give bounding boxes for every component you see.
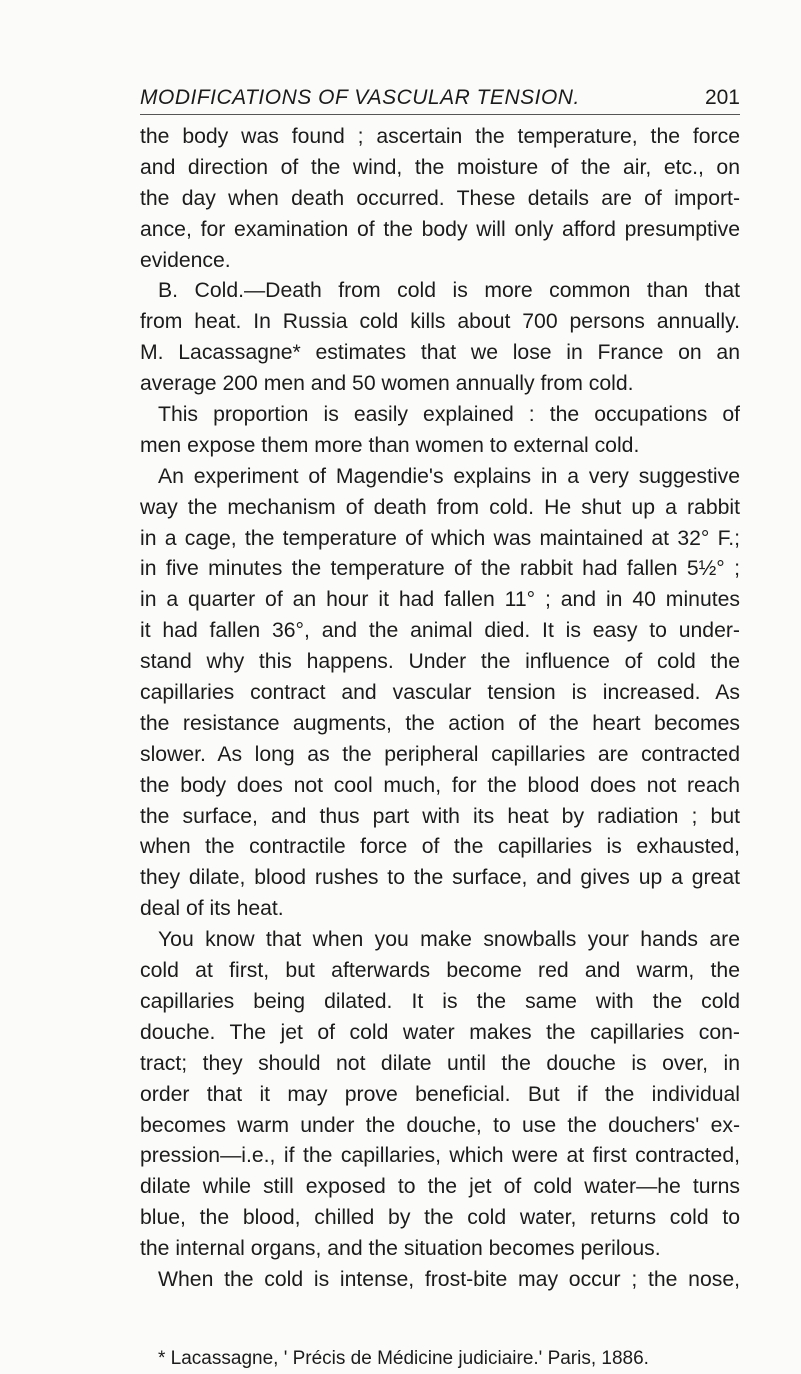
- text-line: it had fallen 36°, and the animal died. It is easy to under-: [140, 619, 740, 643]
- text-line: tract; they should not dilate until the douche is over, in: [140, 1051, 740, 1075]
- text-line: You know that when you make snowballs your hands are: [158, 928, 740, 952]
- text-line: M. Lacassagne* estimates that we lose in France on an: [140, 341, 740, 365]
- text-line: the body was found ; ascertain the temperature, the force: [140, 125, 740, 148]
- page-number: 201: [704, 86, 740, 109]
- text-line: ance, for examination of the body will only afford presumptive: [140, 217, 740, 241]
- footnote: * Lacassagne, ' Précis de Médicine judiciaire.' Paris, 1886.: [158, 1348, 649, 1369]
- text-line: in a cage, the temperature of which was maintained at 32° F.;: [140, 526, 740, 550]
- body-text: [140, 122, 740, 1296]
- text-line: the day when death occurred. These details are of import-: [140, 186, 740, 210]
- text-line: men expose them more than women to external cold.: [140, 433, 640, 457]
- text-line: evidence.: [140, 248, 231, 272]
- text-line: When the cold is intense, frost-bite may occur ; the nose,: [158, 1267, 740, 1291]
- text-line: capillaries contract and vascular tension is increased. As: [140, 681, 740, 705]
- text-line: way the mechanism of death from cold. He shut up a rabbit: [140, 495, 740, 519]
- text-line: the body does not cool much, for the blood does not reach: [140, 773, 740, 797]
- text-line: and direction of the wind, the moisture of the air, etc., on: [140, 155, 740, 179]
- text-line: in a quarter of an hour it had fallen 11° ; and in 40 minutes: [140, 588, 740, 612]
- text-line: B. Cold.—Death from cold is more common than that: [158, 279, 740, 303]
- header-rule: [140, 114, 740, 115]
- text-line: deal of its heat.: [140, 897, 284, 921]
- text-line: the surface, and thus part with its heat by radiation ; but: [140, 804, 740, 828]
- text-line: This proportion is easily explained : the occupations of: [158, 403, 740, 427]
- page-header: [140, 86, 740, 116]
- text-line: blue, the blood, chilled by the cold water, returns cold to: [140, 1206, 740, 1230]
- text-line: cold at first, but afterwards become red and warm, the: [140, 959, 740, 983]
- text-line: stand why this happens. Under the influence of cold the: [140, 650, 740, 674]
- text-line: they dilate, blood rushes to the surface, and gives up a great: [140, 866, 740, 890]
- text-line: the resistance augments, the action of the heart becomes: [140, 711, 740, 735]
- text-line: dilate while still exposed to the jet of cold water—he turns: [140, 1175, 740, 1199]
- text-line: from heat. In Russia cold kills about 700 persons annually.: [140, 310, 740, 334]
- text-line: slower. As long as the peripheral capillaries are contracted: [140, 742, 740, 766]
- text-line: average 200 men and 50 women annually from cold.: [140, 372, 634, 396]
- text-line: douche. The jet of cold water makes the capillaries con-: [140, 1020, 740, 1044]
- text-line: pression—i.e., if the capillaries, which were at first contracted,: [140, 1144, 740, 1168]
- running-head: MODIFICATIONS OF VASCULAR TENSION.: [140, 86, 580, 109]
- text-line: An experiment of Magendie's explains in a very suggestive: [158, 464, 740, 488]
- text-line: when the contractile force of the capillaries is exhausted,: [140, 835, 740, 859]
- text-line: in five minutes the temperature of the rabbit had fallen 5½° ;: [140, 557, 740, 581]
- text-line: the internal organs, and the situation becomes perilous.: [140, 1237, 661, 1261]
- text-line: order that it may prove beneficial. But if the individual: [140, 1082, 740, 1106]
- text-line: capillaries being dilated. It is the same with the cold: [140, 989, 740, 1013]
- text-line: becomes warm under the douche, to use the douchers' ex-: [140, 1113, 740, 1137]
